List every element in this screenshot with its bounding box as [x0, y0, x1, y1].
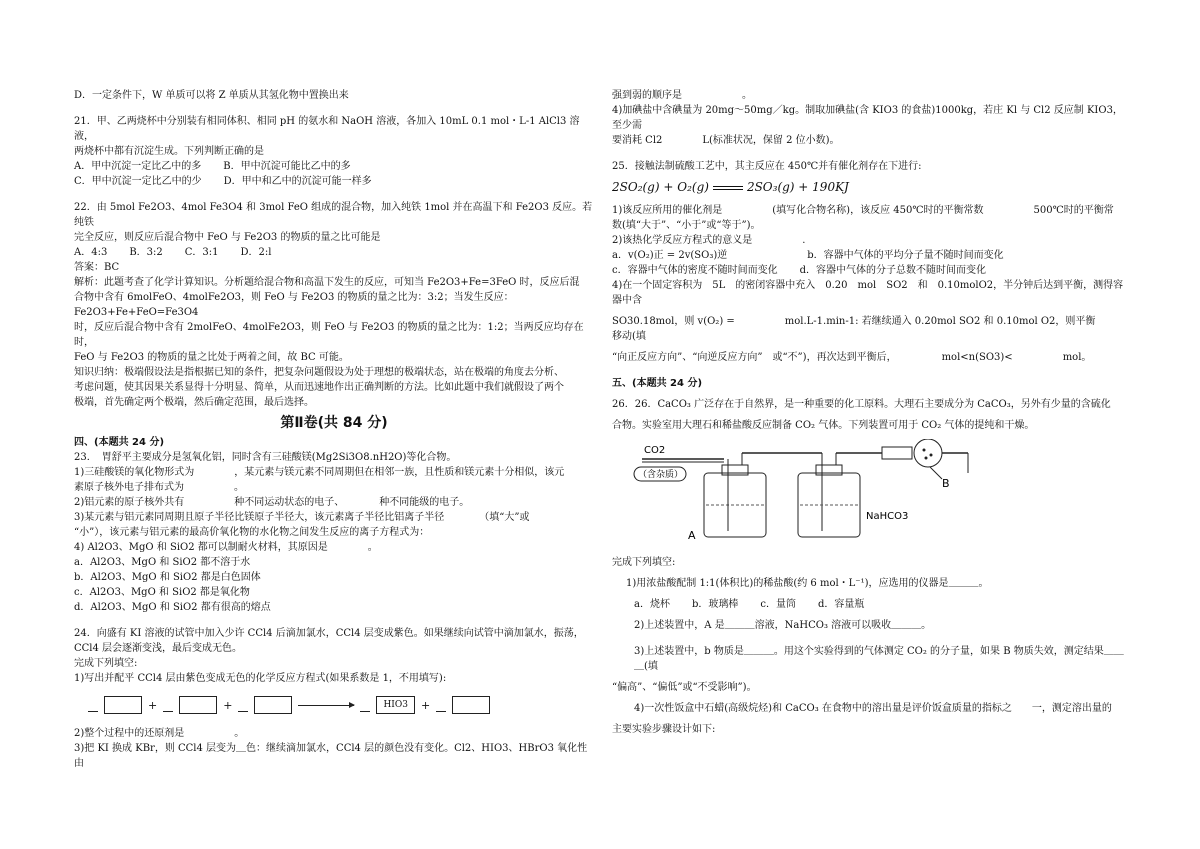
q22-explanation-line2: 合物中含有 6molFeO、4molFe2O3，则 FeO 与 Fe2O3 的物质的量之比为：3:2；当发生反应：Fe2O3+Fe+FeO=Fe3O4 [74, 292, 514, 318]
q23-sub1-line2: 素原子核外电子排布式为 。 [74, 482, 244, 493]
q23-option-a: a．Al2O3、MgO 和 SiO2 都不溶于水 [74, 557, 251, 568]
q21-option-d: D．甲中和乙中的沉淀可能一样多 [223, 176, 372, 187]
q25-sub1-line2: 数(填“大于”、“小于”或“等于”)。 [612, 220, 761, 231]
drying-agent-granule [925, 457, 928, 460]
drying-tube-stopper [882, 447, 912, 459]
q26-fill-prompt: 完成下列填空: [612, 557, 676, 568]
q26-sub4-line2: 主要实验步骤设计如下: [612, 724, 716, 735]
drying-agent-granule [930, 454, 933, 457]
coefficient-blank[interactable] [238, 699, 248, 712]
q24-equation-blanks: + + HIO3 + [88, 696, 594, 714]
q24-sub3: 3)把 KI 换成 KBr，则 CCl4 层变为＿色：继续滴加氯水，CCl4 层的颜色没有变化。Cl2、HIO3、HBrO3 氧化性由 [74, 743, 588, 769]
q26-option-c: c．量筒 [760, 599, 796, 610]
q22-option-d: D．2:l [240, 247, 272, 258]
pointer-line-b [930, 467, 942, 479]
q22-explanation-line1: 解析：此题考查了化学计算知识。分析题给混合物和高温下发生的反应，可知当 Fe2O3+Fe=3FeO 时，反应后混 [74, 277, 580, 288]
q25-sub1-line1: 1)该反应所用的催化剂是 (填写化合物名称)，该反应 450℃时的平衡常数 500℃时的平衡常 [612, 205, 1114, 216]
q26-sub2: 2)上述装置中，A 是＿＿＿溶液，NaHCO₃ 溶液可以吸收＿＿＿。 [634, 620, 932, 631]
q26-sub3-line1: 3)上述装置中，b 物质是＿＿＿。用这个实验得到的气体测定 CO₂ 的分子量，如果 B 物质失效，测定结果＿＿＿(填 [634, 646, 1124, 672]
q22-stem-line2: 完全反应，则反应后混合物中 FeO 与 Fe2O3 的物质的量之比可能是 [74, 232, 381, 243]
q21-options-ab [74, 159, 594, 174]
label-a: A [688, 529, 696, 542]
q21-option-b: B．甲中沉淀可能比乙中的多 [223, 161, 351, 172]
equilibrium-arrow-icon [713, 185, 743, 191]
q24-sub4-line2: 要消耗 Cl2 L(标准状况，保留 2 位小数)。 [612, 135, 840, 146]
q26-sub4-line1: 4)一次性饭盒中石蜡(高级烷烃)和 CaCO₃ 在食物中的溶出量是评价饭盒质量的指标之 一，测定溶出量的 [634, 703, 1112, 714]
q23-sub4: 4) Al2O3、MgO 和 SiO2 都可以制耐火材料，其原因是 。 [74, 542, 378, 553]
reactant-box-3[interactable] [254, 696, 292, 714]
q24-sub2: 2)整个过程中的还原剂是 。 [74, 728, 245, 739]
section-4-heading: 四、(本题共 24 分) [74, 437, 165, 448]
q23-sub3-line1: 3)某元素与铝元素同周期且原子半径比镁原子半径大，该元素离子半径比铝离子半径 （填“大”或 [74, 512, 530, 523]
q25-option-c: c．容器中气体的密度不随时间而变化 [612, 265, 778, 276]
question-24 [74, 626, 594, 771]
q26-sub3-line2: “偏高”、“偏低”或“不受影响”)。 [612, 682, 757, 693]
q25-stem: 25．接触法制硫酸工艺中，其主反应在 450℃并有催化剂存在下进行: [612, 161, 922, 172]
equation-left-side: 2SO₂(g) + O₂(g) [612, 180, 709, 194]
reactant-box-2[interactable] [179, 696, 217, 714]
question-25 [612, 159, 1136, 365]
question-26 [612, 397, 1132, 737]
q21-options-cd [74, 174, 594, 189]
q25-reaction-equation [612, 180, 1132, 195]
question-22 [74, 200, 594, 410]
q26-option-b: b．玻璃棒 [691, 599, 739, 610]
reactant-box-1[interactable] [104, 696, 142, 714]
q25-sub4-line2: SO30.18mol，则 v(O₂) = mol.L-1.min-1: 若继续通入 0.20mol SO2 和 0.10mol O2，则平衡 移动(填 [612, 316, 1136, 342]
q26-sub1: 1)用浓盐酸配制 1:1(体积比)的稀盐酸(约 6 mol・L⁻¹)，应选用的仪器是＿＿＿。 [626, 578, 989, 589]
q21-option-c: C．甲中沉淀一定比乙中的少 [74, 176, 202, 187]
q25-option-d: d．容器中气体的分子总数不随时间而变化 [799, 265, 987, 276]
right-column [612, 88, 1136, 737]
drying-agent-granule [923, 449, 926, 452]
q25-sub4-line3: “向正反应方向”、“向逆反应方向” 或“不”)，再次达到平衡后， mol<n(SO3)< mol。 [612, 352, 1092, 363]
q22-explanation-line3: 时，反应后混合物中含有 2molFeO、4molFe2O3，则 FeO 与 Fe2O3 的物质的量之比为：1:2；当两反应均存在时， [74, 322, 584, 348]
q20-option-d: D．一定条件下，W 单质可以将 Z 单质从其氢化物中置换出来 [74, 90, 349, 101]
q23-stem: 23． 胃舒平主要成分是氢氧化铝，同时含有三硅酸镁(Mg2Si3O8.nH2O)等化合物。 [74, 452, 457, 463]
q22-knowledge-line2: 考虑问题，使其因果关系显得十分明显、简单，从而迅速地作出正确判断的方法。比如此题中我们就假设了两个 [74, 382, 564, 393]
part-2-title: 第Ⅱ卷(共 84 分) [280, 415, 388, 431]
co2-purification-apparatus-diagram [612, 439, 992, 544]
q22-explanation-line4: FeO 与 Fe2O3 的物质的量之比处于两着之间，故 BC 可能。 [74, 352, 349, 363]
equation-right-side: 2SO₃(g) + 190KJ [746, 180, 849, 194]
q23-option-d: d．Al2O3、MgO 和 SiO2 都有很高的熔点 [74, 602, 271, 613]
q22-option-a: A．4:3 [74, 247, 108, 258]
q26-option-a: a．烧杯 [634, 599, 670, 610]
left-column [74, 88, 594, 771]
q23-option-b: b．Al2O3、MgO 和 SiO2 都是白色固体 [74, 572, 261, 583]
q23-option-c: c．Al2O3、MgO 和 SiO2 都是氧化物 [74, 587, 250, 598]
coefficient-blank[interactable] [163, 699, 173, 712]
q25-option-a: a．v(O₂)正 = 2v(SO₃)逆 [612, 250, 728, 261]
q24-stem-line1: 24．向盛有 KI 溶液的试管中加入少许 CCl4 后滴加氯水，CCl4 层变成紫色。如果继续向试管中滴加氯水，振荡， [74, 628, 584, 639]
q22-knowledge-line1: 知识归纳：极端假设法是指根据已知的条件，把复杂问题假设为处于理想的极端状态，站在极端的角度去分析、 [74, 367, 564, 378]
product-hio3: HIO3 [376, 696, 415, 714]
q26-stem-line2: 合物。实验室用大理石和稀盐酸反应制备 CO₂ 气体。下列装置可用于 CO₂ 气体的提纯和干燥。 [612, 420, 1035, 431]
drying-bulb-b [914, 439, 942, 467]
coefficient-blank[interactable] [436, 699, 446, 712]
coefficient-blank[interactable] [88, 699, 98, 712]
q25-options-cd [612, 263, 1132, 278]
q22-stem-line1: 22．由 5mol Fe2O3、4mol Fe3O4 和 3mol FeO 组成的混合物，加入纯铁 1mol 并在高温下和 Fe2O3 反应。若纯铁 [74, 202, 593, 228]
q23-sub3-line2: “小”），该元素与铝元素的最高价氧化物的水化物之间发生反应的离子方程式为： [74, 527, 430, 538]
q24-sub4-line1: 4)加碘盐中含碘量为 20mg～50mg／kg。制取加碘盐(含 KIO3 的食盐)1000kg，若庄 Kl 与 Cl2 反应制 KIO3，至少需 [612, 105, 1123, 131]
label-impurity: （含杂质） [638, 470, 684, 480]
q26-stem-line1: 26．26．CaCO₃ 广泛存在于自然界，是一种重要的化工原料。大理石主要成分为 CaCO₃，另外有少量的含硫化 [612, 399, 1111, 410]
section-5-heading: 五、(本题共 24 分) [612, 378, 703, 389]
q23-sub2: 2)铝元素的原子核外共有 种不同运动状态的电子、 种不同能级的电子。 [74, 497, 470, 508]
q25-sub4-line1: 4)在一个固定容积为 5L 的密闭容器中充入 0.20 mol SO2 和 0.10molO2，半分钟后达到平衡，测得容器中含 [612, 280, 1124, 306]
product-box-2[interactable] [452, 696, 490, 714]
question-21 [74, 114, 594, 189]
q22-answer: 答案：BC [74, 262, 120, 273]
q24-continuation: 强到弱的顺序是 。 [612, 90, 752, 101]
q24-sub1: 1)写出并配平 CCl4 层由紫色变成无色的化学反应方程式(如果系数是 1，不用填写): [74, 673, 447, 684]
q21-option-a: A．甲中沉淀一定比乙中的多 [74, 161, 202, 172]
q24-fill-prompt: 完成下列填空: [74, 658, 138, 669]
q26-option-d: d．容量瓶 [817, 599, 865, 610]
q25-sub2: 2)该热化学反应方程式的意义是 . [612, 235, 806, 246]
label-co2: CO2 [644, 445, 666, 456]
label-nahco3: NaHCO3 [866, 511, 909, 522]
q21-stem-line1: 21．甲、乙两烧杯中分别装有相同体积、相同 pH 的氨水和 NaOH 溶液，各加入 10mL 0.1 mol・L-1 AlCl3 溶液， [74, 116, 580, 142]
q25-options-ab [612, 248, 1132, 263]
reaction-arrow-icon [298, 705, 354, 706]
q26-sub1-options [612, 597, 1132, 612]
q25-option-b: b．容器中气体的平均分子量不随时间而变化 [807, 250, 1004, 261]
q22-option-c: C．3:1 [184, 247, 219, 258]
q23-sub1-line1: 1)三硅酸镁的氧化物形式为 ，某元素与镁元素不同周期但在相邻一族，且性质和镁元素十分相似，该元 [74, 467, 565, 478]
coefficient-blank[interactable] [360, 699, 370, 712]
q24-stem-line2: CCl4 层会逐渐变浅，最后变成无色。 [74, 643, 243, 654]
q22-options [74, 245, 594, 260]
question-23 [74, 450, 594, 615]
label-b: B [942, 477, 950, 490]
q22-option-b: B．3:2 [129, 247, 163, 258]
q21-stem-line2: 两烧杯中都有沉淀生成。下列判断正确的是 [74, 146, 264, 157]
q22-knowledge-line3: 极端，首先确定两个极端，然后确定范围，最后选择。 [74, 397, 314, 408]
